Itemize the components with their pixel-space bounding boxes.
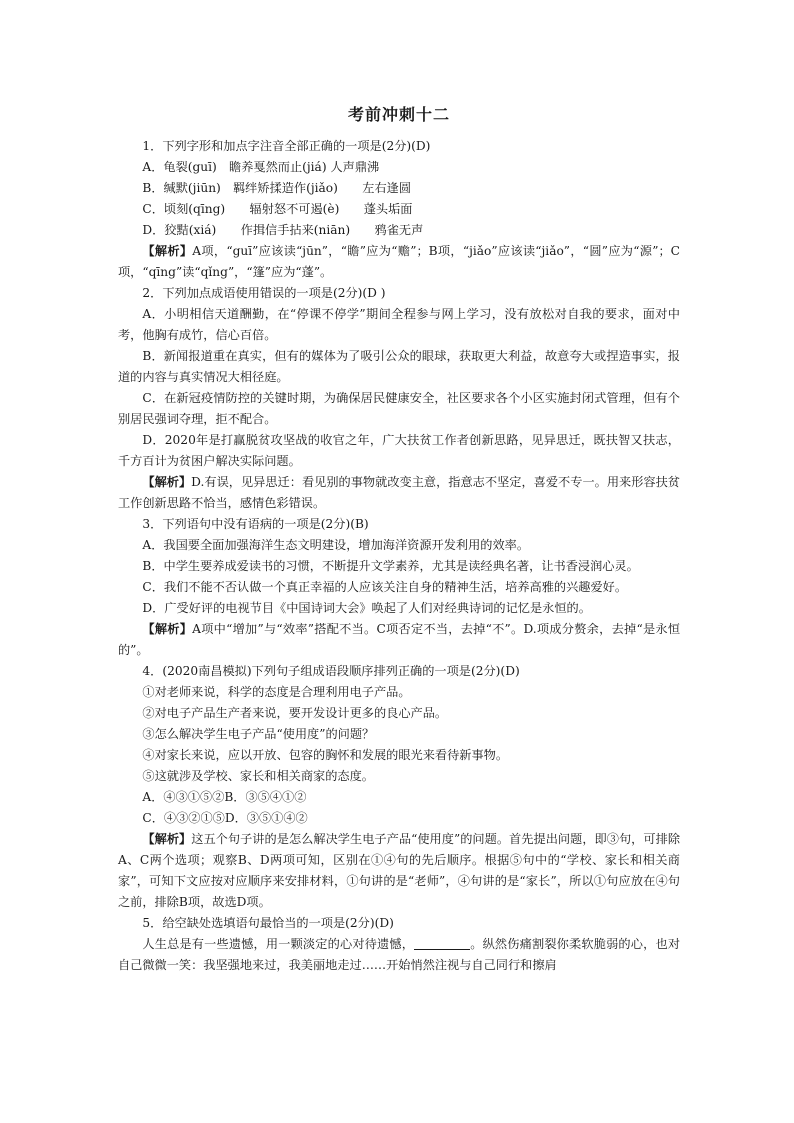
question-4 [118,661,680,913]
sentence-2: ②对电子产品生产者来说，要开发设计更多的良心产品。 [142,706,448,720]
blank-line [414,937,470,950]
option-c: C．在新冠疫情防控的关键时期，为确保居民健康安全，社区要求各个小区实施封闭式管理，但有个别居民强词夺理，拒不配合。 [118,391,680,426]
document-page [118,104,680,976]
option-a: A．小明相信天道酬勤，在“停课不停学”期间全程参与网上学习，没有放松对自我的要求，面对中考，他胸有成竹，信心百倍。 [118,307,680,342]
question-stem: 3．下列语句中没有语病的一项是(2分)(B) [142,517,369,531]
option-c: C．顷刻(qīng) 辐射怒不可遏(è) 蓬头垢面 [142,202,413,216]
solution [118,472,680,514]
passage-before: 人生总是有一些遗憾，用一颗淡定的心对待遗憾， [142,937,415,951]
passage-after: 。纵然伤痛割裂你柔软脆弱的心，也对自己微微一笑：我坚强地来过，我美丽地走过……开始悄然注视与自己同行和擦肩 [118,937,681,972]
question-1 [118,136,680,283]
solution [118,241,680,283]
sentence-4: ④对家长来说，应以开放、包容的胸怀和发展的眼光来看待新事物。 [142,748,509,762]
solution-text: 这五个句子讲的是怎么解决学生电子产品“使用度”的问题。首先提出问题，即③句，可排除A、C两个选项；观察B、D两项可知，区别在①④句的先后顺序。根据⑤句中的“学校、家长和相关商家”，可知下文应按对应顺序来安排材料，①句讲的是“老师”，④句讲的是“家长”，所以①句应放在④句之前，排除B项，故选D项。 [118,832,681,909]
solution-text: D.有误，见异思迁：看见别的事物就改变主意，指意志不坚定，喜爱不专一。用来形容扶贫工作创新思路不恰当，感情色彩错误。 [118,475,680,510]
option-c: C．我们不能不否认做一个真正幸福的人应该关注自身的精神生活，培养高雅的兴趣爱好。 [142,580,628,594]
solution-text: A项，“guī”应该读“jūn”，“瞻”应为“赡”；B项，“jiǎo”应该读“jiǎo”，“圆”应为“源”；C项，“qīng”读“qǐng”，“篷”应为“蓬”。 [118,244,681,279]
option-b: B．缄默(jiūn) 羁绊矫揉造作(jiǎo) 左右逢圆 [142,181,412,195]
question-2 [118,283,680,514]
option-b: B．中学生要养成爱读书的习惯，不断提升文学素养，尤其是读经典名著，让书香浸润心灵。 [142,559,639,573]
option-a: A．龟裂(guī) 瞻养戛然而止(jiá) 人声鼎沸 [142,160,380,174]
options-cd: C．④③②①⑤D．③⑤①④② [142,811,308,825]
option-a: A．我国要全面加强海洋生态文明建设，增加海洋资源开发利用的效率。 [142,538,530,552]
question-3 [118,514,680,661]
sentence-3: ③怎么解决学生电子产品“使用度”的问题？ [142,727,375,741]
solution-tag: 【解析】 [142,244,193,258]
question-stem: 1．下列字形和加点字注音全部正确的一项是(2分)(D) [142,139,431,153]
passage [118,934,680,976]
question-5 [118,913,680,976]
solution-text: A项中“增加”与“效率”搭配不当。C项否定不当，去掉“不”。D.项成分赘余，去掉“是永恒的”。 [118,622,681,657]
question-stem: 5．给空缺处选填语句最恰当的一项是(2分)(D) [142,916,394,930]
option-b: B．新闻报道重在真实，但有的媒体为了吸引公众的眼球，获取更大利益，故意夸大或捏造事实，报道的内容与真实情况大相径庭。 [118,349,680,384]
solution [118,619,680,661]
question-stem: 2．下列加点成语使用错误的一项是(2分)(D ) [142,286,386,300]
options-ab: A．④③①⑤②B．③⑤④①② [142,790,307,804]
solution-tag: 【解析】 [142,832,192,846]
question-stem: 4．(2020南昌模拟)下列句子组成语段顺序排列正确的一项是(2分)(D) [142,664,520,678]
sentence-1: ①对老师来说，科学的态度是合理利用电子产品。 [142,685,411,699]
solution [118,829,680,913]
option-d: D．广受好评的电视节目《中国诗词大会》唤起了人们对经典诗词的记忆是永恒的。 [142,601,591,615]
option-d: D．2020年是打赢脱贫攻坚战的收官之年，广大扶贫工作者创新思路，见异思迁，既扶智又扶志，千方百计为贫困户解决实际问题。 [118,433,680,468]
page-title: 考前冲刺十二 [347,105,450,124]
solution-tag: 【解析】 [142,622,193,636]
solution-tag: 【解析】 [142,475,192,489]
option-d: D．狡黠(xiá) 作揖信手拈来(niān) 鸦雀无声 [142,223,424,237]
sentence-5: ⑤这就涉及学校、家长和相关商家的态度。 [142,769,374,783]
